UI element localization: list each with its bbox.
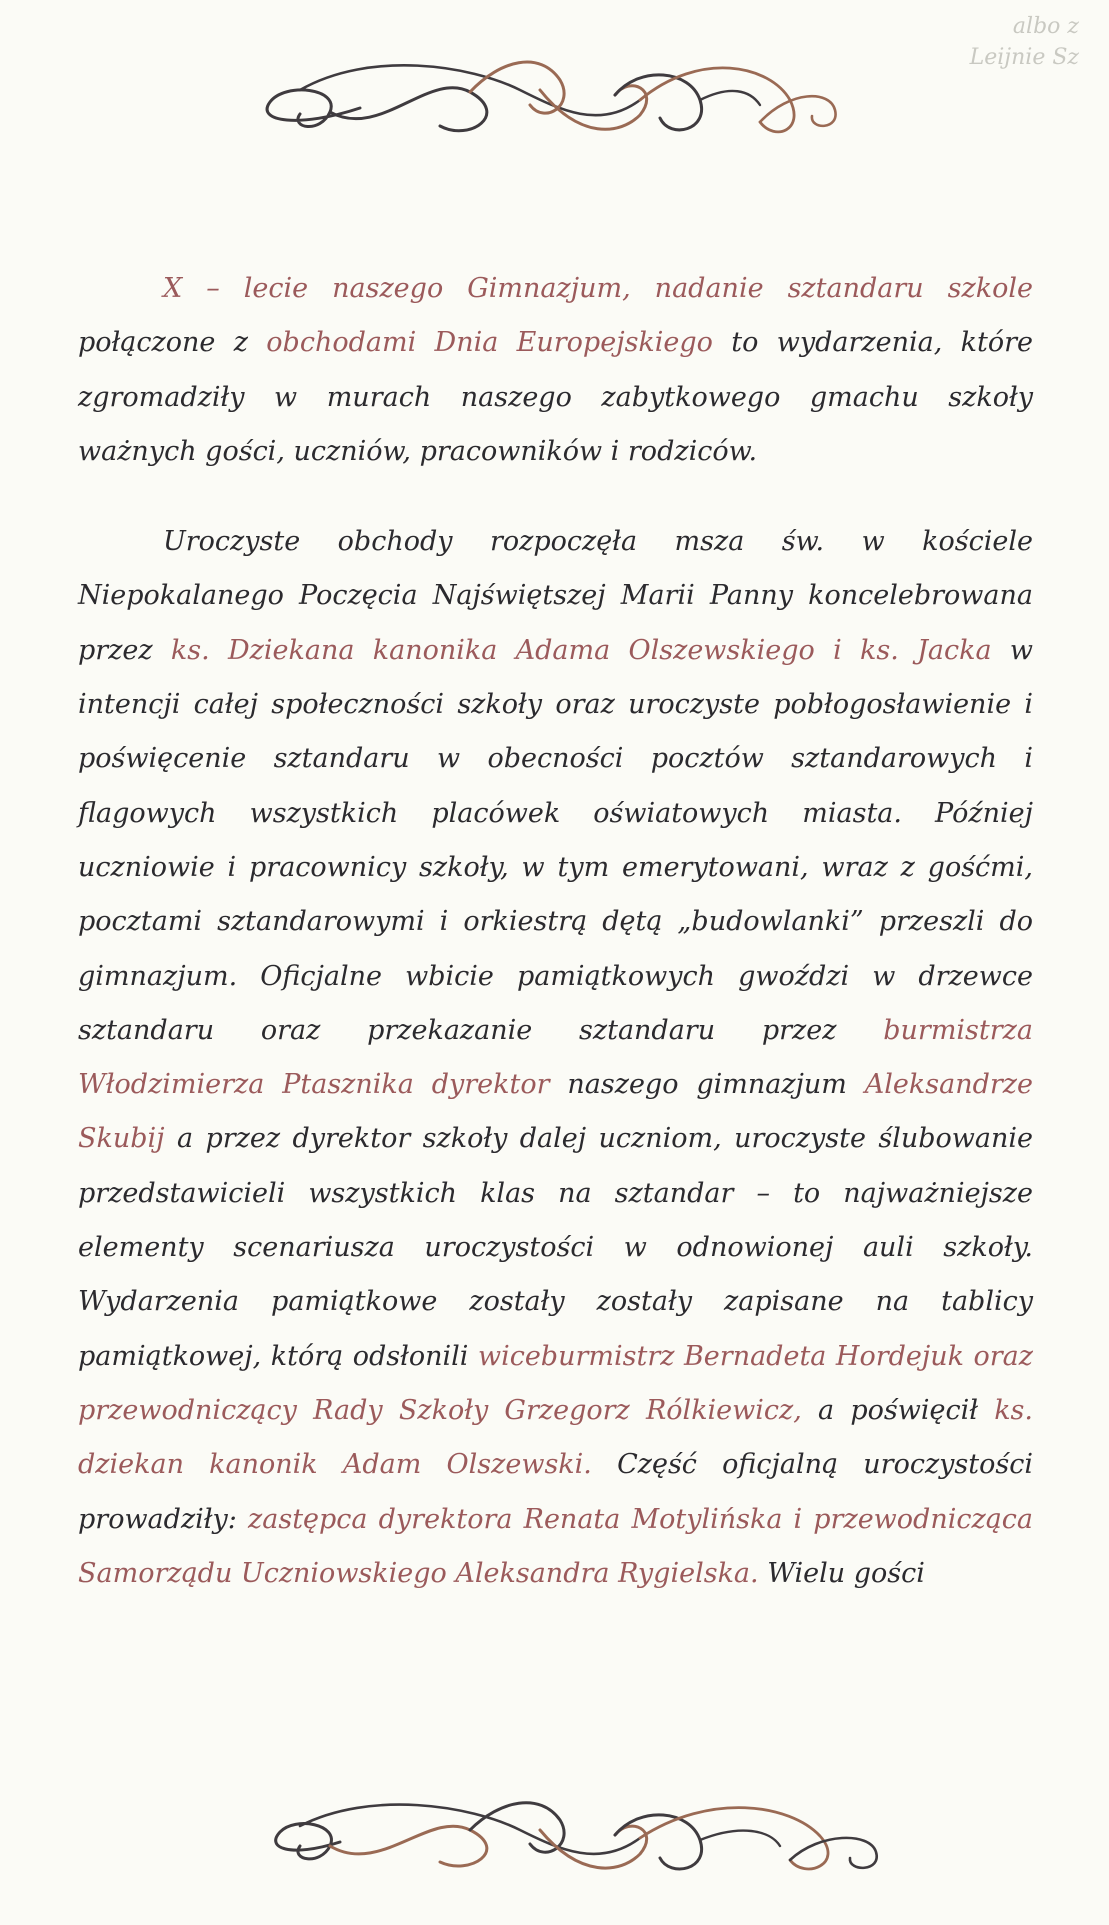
text-run: połączone z [78, 327, 267, 359]
bottom-flourish-ornament [0, 1780, 1109, 1900]
highlighted-phrase: ks. dziekan kanonik Adam Olszewski. [78, 1394, 1033, 1481]
top-flourish-ornament [0, 30, 1109, 150]
text-run: a przez dyrektor szkoły dalej uczniom, uroczyste ślubowanie przedstawicieli wszystkich klas na sztandar – to najważniejsze elementy scenariusza uroczystości w odnowionej auli szkoły. Wydarzenia pamiątkowe zostały zostały zapisane na tablicy pamiątkowej, którą odsłonili [78, 1123, 1033, 1372]
highlighted-phrase: X – lecie naszego Gimnazjum, nadanie sztandaru szkole [163, 273, 1033, 304]
paragraph-intro [78, 262, 1033, 479]
highlighted-phrase: wiceburmistrz Bernadeta Hordejuk oraz przewodniczący Rady Szkoły Grzegorz Rólkiewicz, [78, 1340, 1033, 1426]
highlighted-phrase: obchodami Dnia Europejskiego [266, 327, 713, 359]
text-run: naszego gimnazjum [549, 1069, 865, 1101]
bleed-through-line: Leijnie Sz [969, 44, 1079, 70]
article-body [78, 262, 1033, 1601]
highlighted-phrase: Aleksandrze Skubij [78, 1069, 1033, 1155]
text-run: Wielu gości [758, 1557, 925, 1589]
text-run: w intencji całej społeczności szkoły oraz uroczyste pobłogosławienie i poświęcenie sztandaru w obecności pocztów sztandarowych i flagowych wszystkich placówek oświatowych miasta. Później uczniowie i pracownicy szkoły, w tym emerytowani, wraz z gośćmi, pocztami sztandarowymi i orkiestrą dętą „budowlanki” przeszli do gimnazjum. Oficjalne wbicie pamiątkowych gwoździ w drzewce sztandaru oraz przekazanie sztandaru przez [78, 634, 1034, 1046]
paragraph-ceremony [78, 515, 1033, 1601]
highlighted-phrase: zastępca dyrektora Renata Motylińska i przewodnicząca Samorządu Uczniowskiego Aleksandra Rygielska. [78, 1503, 1034, 1589]
text-run: a poświęcił [801, 1394, 995, 1426]
text-run: to wydarzenia, które zgromadziły w murach naszego zabytkowego gmachu szkoły ważnych gości, uczniów, pracowników i rodziców. [78, 327, 1033, 467]
text-run: Uroczyste obchody rozpoczęła msza św. w kościele Niepokalanego Poczęcia Najświętszej Marii Panny koncelebrowana przez [78, 526, 1033, 666]
highlighted-phrase: ks. Dziekana kanonika Adama Olszewskiego i ks. Jacka [170, 634, 992, 666]
highlighted-phrase: burmistrza Włodzimierza Ptasznika dyrektor [78, 1014, 1033, 1101]
bleed-through-line: albo z [1012, 14, 1079, 39]
text-run: Część oficjalną uroczystości prowadziły: [78, 1449, 1033, 1535]
